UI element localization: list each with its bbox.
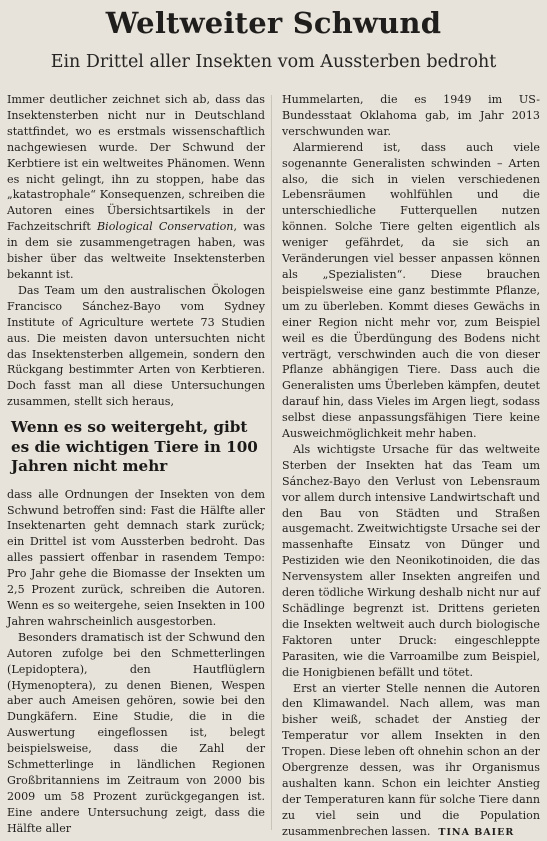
journal-name: Biological Conservation [97,220,234,234]
author-byline: TINA BAIER [438,826,515,838]
paragraph: Als wichtigste Ursache für das weltweite Sterben der Insekten hat das Team um Sánchez-Bayo den Verlust von Lebensraum vor allem durch intensive Landwirtschaft und den Bau von Städten und Straßen ausgemacht. Zweitwichtigste Ursache sei der massenhafte Einsatz von Dünger und Pestiziden wie den Neonikotinoiden, die das Nervensystem aller Insekten angreifen und deren tödliche Wirkung deshalb nicht nur auf Schädlinge begrenzt ist. Drittens gerieten die Insekten weltweit auch durch biologische Faktoren unter Druck: eingeschleppte Parasiten, wie die Varroamilbe zum Beispiel, die Honigbienen befällt und tötet. [282,442,540,679]
headline: Weltweiter Schwund [105,6,442,40]
pull-quote: Wenn es so weitergeht, gibt es die wichtigen Tiere in 100 Jahren nicht mehr [11,418,258,476]
paragraph-text: Immer deutlicher zeichnet sich ab, dass das Insektensterben nicht nur in Deutschland stattfindet, wo es erstmals wissenschaftlich nachgewiesen wurde. Der Schwund der Kerbtiere ist ein weltweites Phänomen. Wenn es nicht gelingt, ihn zu stoppen, habe das „katastrophale“ Konsequenzen, schreiben die Autoren eines Übersichtsartikels in der Fachzeitschrift [7,93,265,234]
paragraph [7,92,265,283]
subheadline: Ein Drittel aller Insekten vom Aussterben bedroht [50,52,497,72]
paragraph: dass alle Ordnungen der Insekten von dem Schwund betroffen sind: Fast die Hälfte aller Insektenarten geht demnach stark zurück; ein Drittel ist vom Aussterben bedroht. Das alles passiert offenbar in rasendem Tempo: Pro Jahr gehe die Biomasse der Insekten um 2,5 Prozent zurück, schreiben die Autoren. Wenn es so weitergehe, seien Insekten in 100 Jahren wahrscheinlich ausgestorben. [7,487,265,628]
paragraph: Alarmierend ist, dass auch viele sogenannte Generalisten schwinden – Arten also, die sich in vielen verschiedenen Lebensräumen wohlfühlen und die unterschiedliche Futterquellen nutzen können. Solche Tiere gelten eigentlich als weniger gefährdet, da sie sich an Veränderungen viel besser anpassen können als „Spezialisten“. Diese brauchen beispielsweise eine ganz bestimmte Pflanze, um zu überleben. Kommt dieses Gewächs in einer Region nicht mehr vor, zum Beispiel weil es die Überdüngung des Bodens nicht verträgt, verschwinden auch die von dieser Pflanze abhängigen Tiere. Dass auch die Generalisten ums Überleben kämpfen, deutet darauf hin, dass Vieles im Argen liegt, sodass selbst diese anpassungsfähigen Tiere keine Ausweichmöglichkeit mehr haben. [282,140,540,441]
paragraph: Hummelarten, die es 1949 im US-Bundesstaat Oklahoma gab, im Jahr 2013 verschwunden war. [282,93,540,138]
column-divider [271,95,272,830]
paragraph: Das Team um den australischen Ökologen Francisco Sánchez-Bayo vom Sydney Institute of Agriculture wertete 73 Studien aus. Die meisten davon untersuchten nicht das Insektensterben allgemein, sondern den Rückgang bestimmter Arten von Kerbtieren. Doch fasst man all diese Untersuchungen zusammen, stellt sich heraus, [7,283,265,409]
left-column [7,92,265,837]
paragraph: Besonders dramatisch ist der Schwund den Autoren zufolge bei den Schmetterlingen (Lepidoptera), den Hautflüglern (Hymenoptera), zu denen Bienen, Wespen aber auch Ameisen gehören, sowie bei den Dungkäfern. Eine Studie, die in die Auswertung eingeflossen ist, belegt beispielsweise, dass die Zahl der Schmetterlinge in ländlichen Regionen Großbritanniens im Zeitraum von 2000 bis 2009 um 58 Prozent zurückgegangen ist. Eine andere Untersuchung zeigt, dass die Hälfte aller [7,630,265,835]
right-column [282,92,540,841]
paragraph-text: Erst an vierter Stelle nennen die Autoren den Klimawandel. Nach allem, was man bisher weiß, schadet der Anstieg der Temperatur vor allem Insekten in den Tropen. Diese leben oft ohnehin schon an der Obergrenze dessen, was ihr Organismus aushalten kann. Schon ein leichter Anstieg der Temperaturen kann für solche Tiere dann zu viel sein und die Population zusammenbrechen lassen. [282,681,540,838]
paragraph-text: , was in dem sie zusammengetragen haben, was bisher über das weltweite Insektensterben bekannt ist. [7,220,266,281]
paragraph [282,681,540,841]
